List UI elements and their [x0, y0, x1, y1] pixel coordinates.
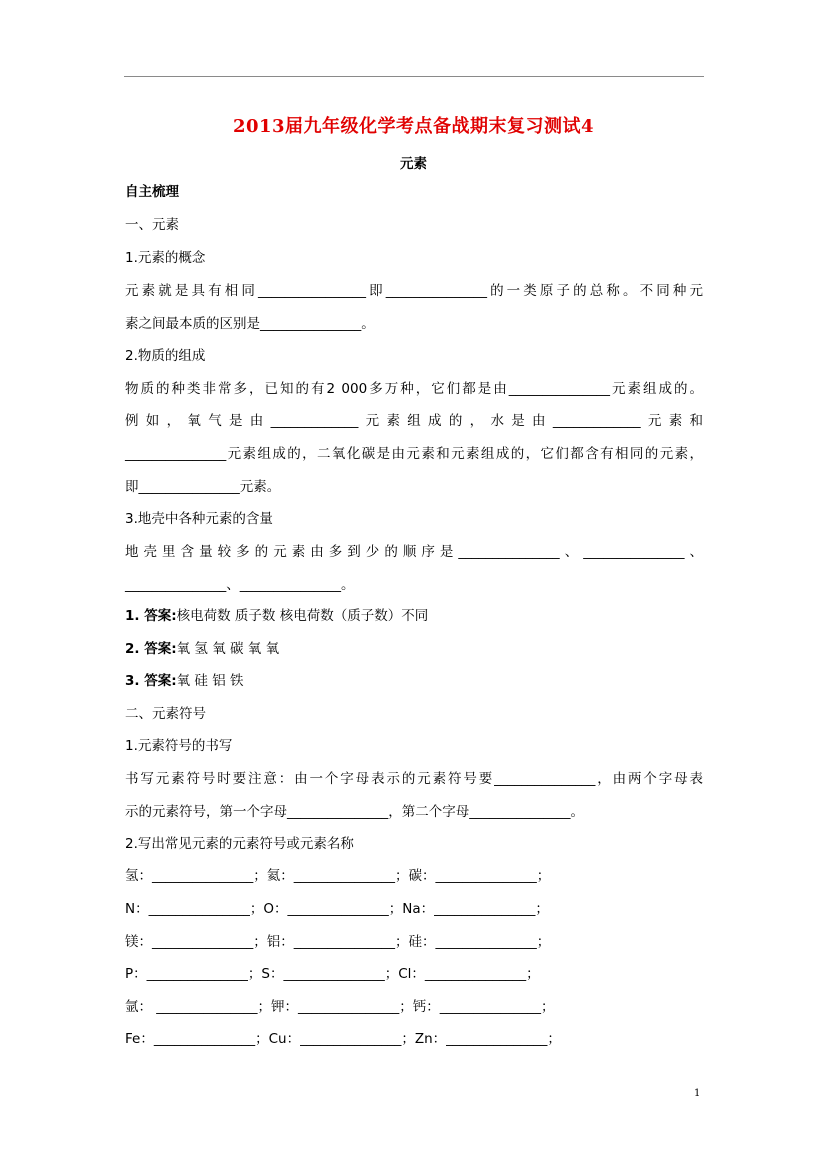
question-text: 素之间最本质的区别是_______________。 — [125, 316, 375, 332]
element-row: 氩： _______________；钾：_______________；钙：_______________； — [125, 999, 555, 1015]
question-text: 即_______________元素。 — [125, 479, 281, 495]
question-heading: 1.元素符号的书写 — [125, 738, 233, 754]
element-row: P：_______________；S：_______________；Cl：_______________； — [125, 966, 540, 982]
part-heading: 一、元素 — [125, 217, 179, 233]
element-row: 氢：_______________；氦：_______________；碳：_______________； — [125, 868, 551, 884]
answer-line — [125, 640, 279, 658]
question-text: 示的元素符号，第一个字母_______________，第二个字母_______________。 — [125, 804, 584, 820]
element-row: 镁：_______________；铝：_______________；硅：_______________； — [125, 934, 551, 950]
document-title: 2013届九年级化学考点备战期末复习测试4 — [232, 116, 595, 137]
question-text: 例如，氧气是由_____________元素组成的，水是由_____________元素和 — [125, 413, 703, 429]
question-heading: 2.写出常见元素的元素符号或元素名称 — [125, 836, 354, 852]
answer-text: 氧 硅 铝 铁 — [176, 673, 244, 689]
document-subtitle: 元素 — [400, 156, 427, 172]
answer-label: 3. 答案: — [125, 673, 177, 689]
question-text: _______________、_______________。 — [125, 577, 355, 593]
answer-line — [125, 672, 244, 690]
question-text: 地壳里含量较多的元素由多到少的顺序是_______________、_______________、 — [125, 544, 703, 560]
question-text: _______________元素组成的，二氧化碳是由元素和元素组成的，它们都含有相同的元素， — [125, 446, 703, 462]
header-rule — [124, 76, 704, 77]
answer-label: 2. 答案: — [125, 641, 177, 657]
section-heading: 自主梳理 — [125, 184, 179, 200]
page-number: 1 — [694, 1088, 701, 1099]
answer-text: 核电荷数 质子数 核电荷数（质子数）不同 — [176, 608, 429, 624]
answer-text: 氧 氢 氧 碳 氧 氧 — [176, 641, 280, 657]
question-text: 元素就是具有相同________________即_______________的一类原子的总称。不同种元 — [125, 283, 703, 299]
part-heading: 二、元素符号 — [125, 706, 206, 722]
question-heading: 3.地壳中各种元素的含量 — [125, 511, 273, 527]
question-heading: 2.物质的组成 — [125, 348, 206, 364]
question-text: 物质的种类非常多，已知的有2 000多万种，它们都是由_______________元素组成的。 — [125, 381, 703, 397]
question-text: 书写元素符号时要注意：由一个字母表示的元素符号要_______________，由两个字母表 — [125, 771, 703, 787]
answer-label: 1. 答案: — [125, 608, 177, 624]
element-row: N：_______________；O：_______________；Na：_______________； — [125, 901, 549, 917]
element-row: Fe：_______________；Cu：_______________；Zn：_______________； — [125, 1031, 561, 1047]
answer-line — [125, 607, 428, 625]
question-heading: 1.元素的概念 — [125, 250, 206, 266]
